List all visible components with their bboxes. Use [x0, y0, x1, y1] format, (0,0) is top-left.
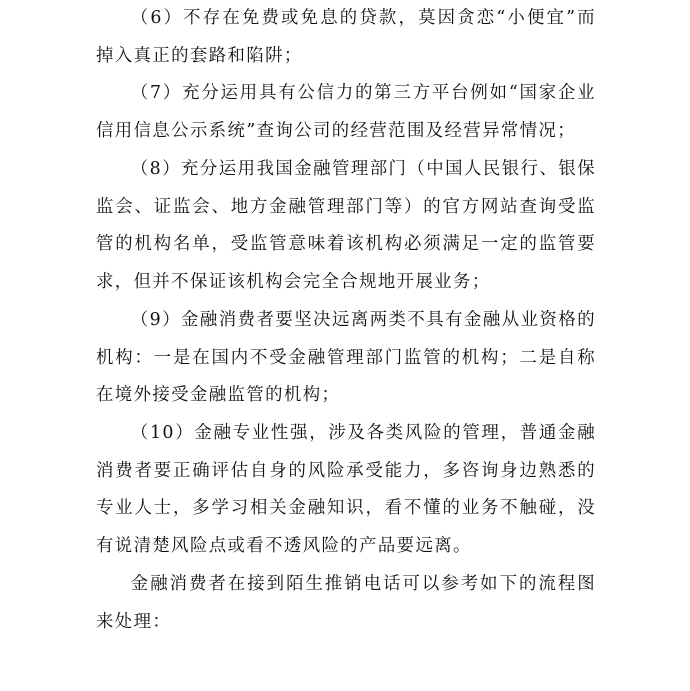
flowchart-intro-paragraph: 金融消费者在接到陌生推销电话可以参考如下的流程图来处理：	[96, 574, 596, 632]
paragraph-item-10: （10）金融专业性强，涉及各类风险的管理，普通金融消费者要正确评估自身的风险承受能力，多咨询身边熟悉的专业人士，多学习相关金融知识，看不懂的业务不触碰，没有说清楚风险点或看不透风险的产品要远离。	[96, 423, 596, 556]
paragraph-item-7: （7）充分运用具有公信力的第三方平台例如“国家企业信用信息公示系统”查询公司的经营范围及经营异常情况；	[96, 83, 596, 141]
paragraph-item-9: （9）金融消费者要坚决远离两类不具有金融从业资格的机构：一是在国内不受金融管理部门监管的机构；二是自称在境外接受金融监管的机构；	[96, 310, 596, 406]
paragraph-item-8: （8）充分运用我国金融管理部门（中国人民银行、银保监会、证监会、地方金融管理部门等）的官方网站查询受监管的机构名单，受监管意味着该机构必须满足一定的监管要求，但并不保证该机构会完全合规地开展业务；	[96, 159, 596, 292]
paragraph-item-6: （6）不存在免费或免息的贷款，莫因贪恋“小便宜”而掉入真正的套路和陷阱；	[96, 8, 596, 66]
